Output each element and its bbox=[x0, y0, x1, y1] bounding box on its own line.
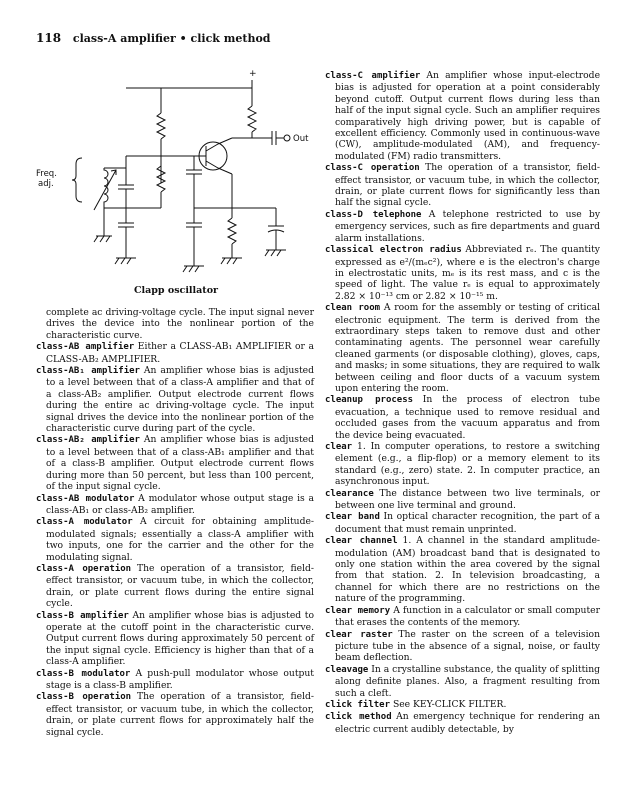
dictionary-entry bbox=[325, 664, 600, 699]
dictionary-entry bbox=[325, 302, 600, 394]
entry-term: clear channel bbox=[325, 536, 398, 547]
entry-definition: See KEY-CLICK FILTER. bbox=[392, 698, 507, 710]
dictionary-entry bbox=[325, 162, 600, 209]
dictionary-entry bbox=[325, 209, 600, 244]
entry-definition: An amplifier whose input-electrode bias is adjusted for operation at a point considerably beyond cutoff. Output current flows during less than half of the input signal cycle. Such an amplifier requires comparatively high driving power, but is capable of excellent efficiency. Commonly used in continuous-wave (CW), amplitude-modulated (AM), and frequency-modulated (FM) radio transmitters. bbox=[335, 70, 600, 162]
entry-definition: The operation of a transistor, field-effect transistor, or vacuum tube, in which the collector, drain, or plate current flows for approximately half the signal cycle. bbox=[46, 691, 315, 738]
entry-definition: The raster on the screen of a television picture tube in the absence of a signal, noise, or faulty beam deflection. bbox=[335, 628, 600, 664]
running-head: class-A amplifier • click method bbox=[72, 32, 271, 45]
entry-definition: In a crystalline substance, the quality of splitting along definite planes. Also, a fragment resulting from such a cleft. bbox=[335, 663, 600, 699]
circuit-schematic bbox=[36, 58, 316, 303]
entry-definition: 1. In computer operations, to restore a switching element (e.g., a flip-flop) or a memory element to its standard (e.g., zero) state. 2. In computer practice, an asynchronous input. bbox=[335, 441, 601, 488]
dictionary-entry bbox=[36, 434, 314, 492]
entry-term: clear bbox=[325, 442, 353, 452]
entry-definition: An amplifier whose bias is adjusted to a level between that of a class-AB₁ amplifier and that of a class-B amplifier. Output electrode current flows during more than 50 percent, but less than 100 percent, of the input signal cycle. bbox=[46, 434, 315, 493]
entry-term: clearance bbox=[325, 488, 374, 499]
entry-term: clear raster bbox=[325, 629, 393, 640]
dictionary-entry bbox=[36, 668, 314, 692]
entry-definition: In optical character recognition, the part of a document that must remain unprinted. bbox=[335, 511, 601, 535]
plus-label: + bbox=[249, 69, 257, 79]
dictionary-entry bbox=[325, 605, 600, 629]
page-number: 118 bbox=[36, 31, 62, 45]
dictionary-entry bbox=[325, 244, 600, 302]
dictionary-entry bbox=[325, 629, 600, 664]
dictionary-entry bbox=[36, 691, 314, 738]
clapp-oscillator-figure bbox=[36, 58, 316, 303]
entry-definition: A room for the assembly or testing of critical electronic equipment. The term is derived from the extraordinary steps taken to remove dust and other contaminating agents. The personnel wear carefully cleaned garments (or disposable clothing), gloves, caps, and masks; in some situations, they are required to walk between ceiling and floor ducts of a vacuum system upon entering the room. bbox=[335, 302, 601, 394]
dictionary-entry bbox=[36, 516, 314, 563]
entry-term: clear band bbox=[325, 512, 380, 523]
left-column bbox=[36, 307, 314, 738]
entry-definition: An amplifier whose bias is adjusted to operate at the cutoff point in the characteristic curve. Output current flows during approximately 50 percent of the input signal cycle. Efficiency is higher than that of a class-A amplifier. bbox=[46, 609, 315, 668]
dictionary-entry bbox=[325, 394, 600, 441]
entry-term: click method bbox=[325, 712, 392, 723]
entry-term: class-C amplifier bbox=[325, 71, 421, 81]
out-label: Out bbox=[293, 134, 309, 144]
entry-definition: A function in a calculator or small computer that erases the contents of the memory. bbox=[335, 604, 600, 629]
entry-term: class-AB₁ amplifier bbox=[36, 366, 140, 377]
entry-term: class-AB modulator bbox=[36, 493, 135, 504]
entry-definition: In the process of electron tube evacuation, a technique used to remove residual and occluded gases from the vacuum apparatus and from the device being evacuated. bbox=[335, 394, 601, 441]
entry-definition: An amplifier whose bias is adjusted to a level between that of a class-A amplifier and that of a class-AB₂ amplifier. Output electrode current flows during the entire ac driving-voltage cycle. The input signal drives the device into the nonlinear portion of the characteristic curve during part of the cycle. bbox=[46, 365, 315, 435]
entry-term: class-A operation bbox=[36, 563, 132, 574]
right-column bbox=[325, 70, 600, 735]
dictionary-entry bbox=[325, 488, 600, 512]
dictionary-entry bbox=[36, 493, 314, 517]
entry-definition: 1. A channel in the standard amplitude-modulation (AM) broadcast band that is designated to only one station within the area covered by the signal from that station. 2. In television broadcasting, a channel for which there are no restrictions on the nature of the programming. bbox=[335, 535, 600, 605]
entry-term: class-D telephone bbox=[325, 209, 422, 220]
entry-term: clean room bbox=[325, 303, 381, 314]
freq-label: Freq. bbox=[36, 169, 57, 179]
entry-term: class-AB amplifier bbox=[36, 342, 135, 353]
dictionary-entry bbox=[325, 441, 600, 488]
dictionary-entry bbox=[325, 511, 600, 535]
entry-definition: A push-pull modulator whose output stage is a class-B amplifier. bbox=[46, 667, 314, 691]
entry-term: class-A modulator bbox=[36, 517, 133, 528]
entry-definition: Either a CLASS-AB₁ AMPLIFIER or a CLASS-AB₂ AMPLIFIER. bbox=[46, 341, 314, 365]
dictionary-entry bbox=[36, 341, 314, 365]
entry-definition: An emergency technique for rendering an electric current audibly detectable, by bbox=[335, 711, 600, 735]
entry-definition: A circuit for obtaining amplitude-modulated signals; essentially a class-A amplifier with two inputs, one for the carrier and the other for the modulating signal. bbox=[46, 516, 314, 563]
entry-definition: complete ac driving-voltage cycle. The input signal never drives the device into the nonlinear portion of the characteristic curve. bbox=[46, 307, 314, 341]
running-header bbox=[36, 31, 270, 45]
dictionary-entry bbox=[325, 535, 600, 604]
entry-term: class-C operation bbox=[325, 163, 420, 174]
dictionary-entry bbox=[325, 711, 600, 735]
entry-term: cleanup process bbox=[325, 395, 414, 406]
entry-term: class-B operation bbox=[36, 692, 132, 703]
entry-definition: The operation of a transistor, field-effect transistor, or vacuum tube, in which the collector, drain, or plate current flows during the entire signal cycle. bbox=[46, 562, 315, 610]
dictionary-entry bbox=[36, 610, 314, 668]
dictionary-entry bbox=[36, 307, 314, 341]
entry-definition: A modulator whose output stage is a class-AB₁ or class-AB₂ amplifier. bbox=[46, 492, 314, 516]
entry-definition: The distance between two live terminals, or between one live terminal and ground. bbox=[335, 487, 601, 512]
adj-label: adj. bbox=[38, 179, 54, 189]
entry-definition: Abbreviated rₑ. The quantity expressed as e²/(mₑc²), where e is the electron's charge in electrostatic units, mₑ is its rest mass, and c is the speed of light. The value rₑ is equal to approximately 2.82 × 10⁻¹³ cm or 2.82 × 10⁻¹⁵ m. bbox=[335, 244, 600, 302]
dictionary-entry bbox=[325, 70, 600, 162]
entry-term: clear memory bbox=[325, 605, 391, 616]
entry-definition: The operation of a transistor, field-effect transistor, or vacuum tube, in which the collector, drain, or plate current flows for significantly less than half the signal cycle. bbox=[335, 162, 600, 209]
figure-caption: Clapp oscillator bbox=[133, 285, 219, 296]
entry-term: class-AB₂ amplifier bbox=[36, 435, 140, 446]
dictionary-entry bbox=[36, 365, 314, 434]
entry-term: classical electron radius bbox=[325, 245, 462, 256]
entry-term: class-B amplifier bbox=[36, 610, 129, 621]
dictionary-entry bbox=[325, 699, 600, 711]
entry-term: click filter bbox=[325, 699, 391, 710]
entry-term: class-B modulator bbox=[36, 668, 131, 679]
dictionary-entry bbox=[36, 563, 314, 610]
entry-definition: A telephone restricted to use by emergency services, such as fire departments and guard alarm installations. bbox=[335, 208, 601, 244]
entry-term: cleavage bbox=[325, 664, 369, 675]
